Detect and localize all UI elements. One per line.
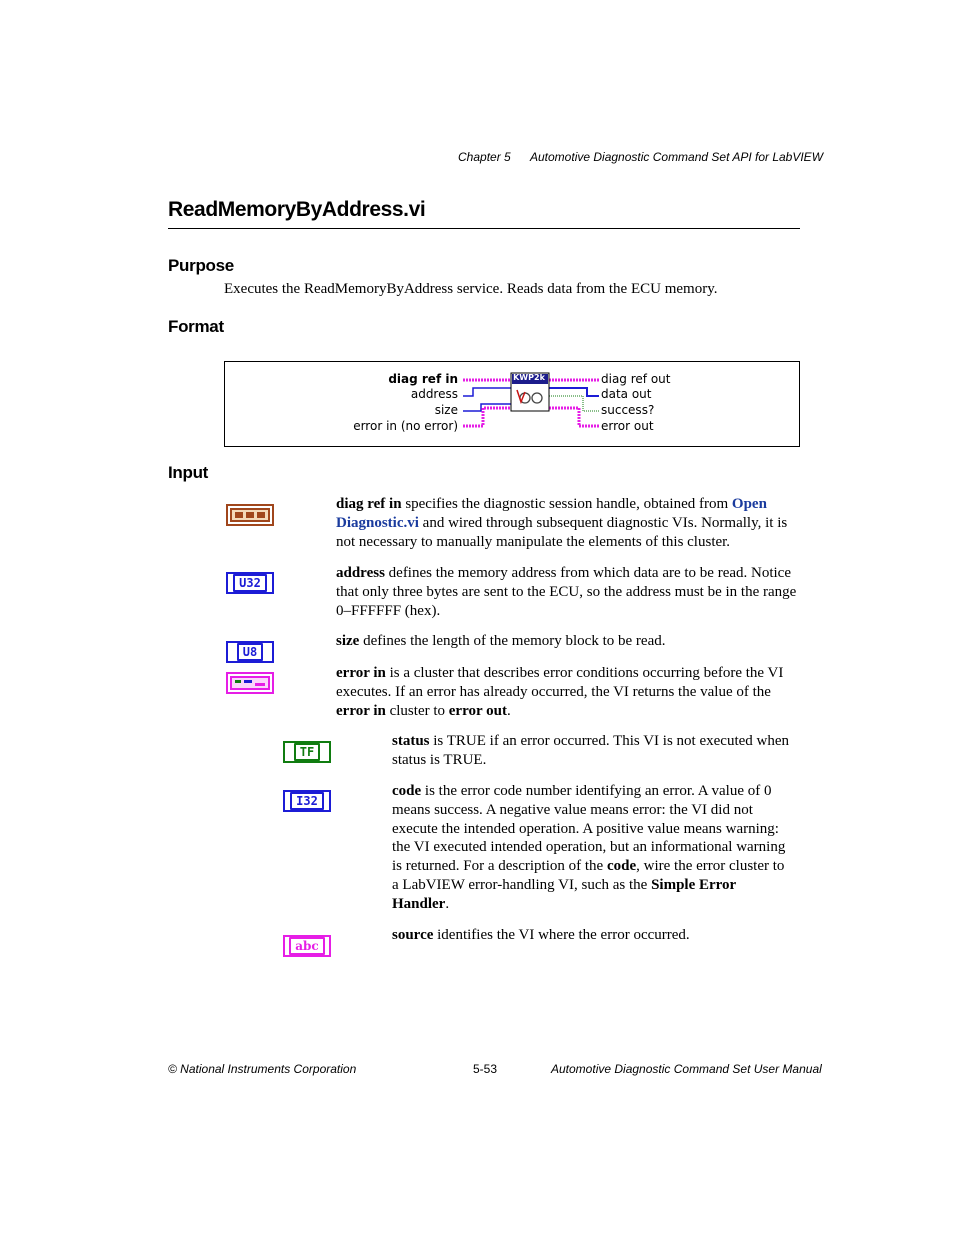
conn-output-success: success? <box>601 403 655 417</box>
error-cluster-icon <box>226 672 274 694</box>
tf-icon-label: TF <box>294 743 320 761</box>
term-address: address <box>336 565 385 581</box>
conn-input-error-in: error in (no error) <box>353 419 458 433</box>
desc-code-t6a: a LabVIEW error-handling VI, such as the <box>392 876 652 893</box>
abc-icon <box>283 935 331 957</box>
link-open-diagnostic-2[interactable]: Diagnostic.vi <box>336 514 419 531</box>
term-source: source <box>392 927 434 943</box>
conn-output-error-out: error out <box>601 419 654 433</box>
i32-icon <box>283 790 331 812</box>
u8-icon <box>226 641 274 663</box>
purpose-heading: Purpose <box>168 256 234 275</box>
conn-output-diag-ref-out: diag ref out <box>601 372 671 386</box>
format-heading: Format <box>168 317 224 336</box>
desc-error-in-line2: executes. If an error has already occurred, the VI returns the value of the <box>336 683 771 700</box>
conn-input-size: size <box>434 403 458 417</box>
term-code: code <box>392 783 422 799</box>
desc-error-in-t3: cluster to <box>385 702 449 719</box>
desc-code-t5b: , wire the error cluster to <box>636 858 785 875</box>
u8-icon-label: U8 <box>237 643 263 661</box>
desc-diag-ref-in-line3: not necessary to manually manipulate the elements of this cluster. <box>336 533 731 550</box>
term-error-in: error in <box>336 665 386 681</box>
desc-code-t5a: is returned. For a description of the <box>392 858 607 875</box>
term-error-in-2: error in <box>336 702 386 719</box>
footer-copyright: © National Instruments Corporation <box>168 1062 357 1076</box>
desc-code-t1: is the error code number identifying an error. A value of 0 <box>421 783 772 799</box>
desc-code <box>392 782 802 914</box>
desc-code-t7: . <box>445 895 450 912</box>
cluster-icon <box>226 504 274 526</box>
tf-icon <box>283 741 331 763</box>
desc-diag-ref-in-t2: and wired through subsequent diagnostic VIs. Normally, it is <box>418 514 788 531</box>
footer-manual-title: Automotive Diagnostic Command Set User Manual <box>551 1062 822 1076</box>
page-title: ReadMemoryByAddress.vi <box>168 198 426 221</box>
desc-size <box>336 632 802 651</box>
desc-error-in-t4: . <box>506 702 511 719</box>
desc-error-in <box>336 664 802 720</box>
u32-icon <box>226 572 274 594</box>
conn-output-data-out: data out <box>601 387 652 401</box>
desc-status-t1: is TRUE if an error occurred. This VI is not executed when <box>429 733 790 749</box>
i32-icon-label: I32 <box>290 792 324 810</box>
desc-source-t1: identifies the VI where the error occurred. <box>433 927 690 943</box>
abc-icon-label: abc <box>289 937 324 955</box>
desc-diag-ref-in <box>336 495 802 551</box>
desc-code-line2: means success. A negative value means error: the VI did not <box>392 801 753 818</box>
purpose-text: Executes the ReadMemoryByAddress service. Reads data from the ECU memory. <box>224 281 718 297</box>
desc-address-line2: that only three bytes are sent to the ECU, so the address must be in the range <box>336 583 797 600</box>
link-open-diagnostic-1[interactable]: Open <box>731 496 767 512</box>
header-chapter: Chapter 5 <box>458 150 511 164</box>
term-diag-ref-in: diag ref in <box>336 496 402 512</box>
cluster-icon-graphic <box>230 508 270 522</box>
term-error-out: error out <box>448 702 507 719</box>
term-handler: Handler <box>392 895 446 912</box>
term-code-2: code <box>606 858 637 875</box>
desc-error-in-t1: is a cluster that describes error conditions occurring before the VI <box>385 665 784 681</box>
desc-code-line4: the VI executed intended operation, but an informational warning <box>392 839 786 856</box>
conn-input-diag-ref-in: diag ref in <box>388 372 458 386</box>
conn-input-address: address <box>410 387 458 401</box>
term-status: status <box>392 733 430 749</box>
vi-icon-label: KWP2k <box>513 373 545 382</box>
title-rule <box>168 228 800 229</box>
error-cluster-icon-graphic <box>230 676 270 690</box>
desc-status <box>392 732 802 770</box>
desc-code-line3: execute the intended operation. A positive value means warning: <box>392 820 779 837</box>
input-heading: Input <box>168 463 209 482</box>
desc-address-t1: defines the memory address from which data are to be read. Notice <box>384 565 791 581</box>
desc-size-t1: defines the length of the memory block to be read. <box>359 633 666 649</box>
footer-page-number: 5-53 <box>473 1062 498 1076</box>
desc-status-line2: status is TRUE. <box>392 751 487 768</box>
desc-address <box>336 564 802 620</box>
desc-address-line3: 0–FFFFFF (hex). <box>336 602 441 619</box>
term-size: size <box>336 633 360 649</box>
desc-diag-ref-in-t1: specifies the diagnostic session handle, obtained from <box>401 496 732 512</box>
desc-source <box>392 926 802 945</box>
u32-icon-label: U32 <box>233 574 267 592</box>
header-title: Automotive Diagnostic Command Set API for LabVIEW <box>530 150 824 164</box>
term-simple-error: Simple Error <box>651 876 737 893</box>
